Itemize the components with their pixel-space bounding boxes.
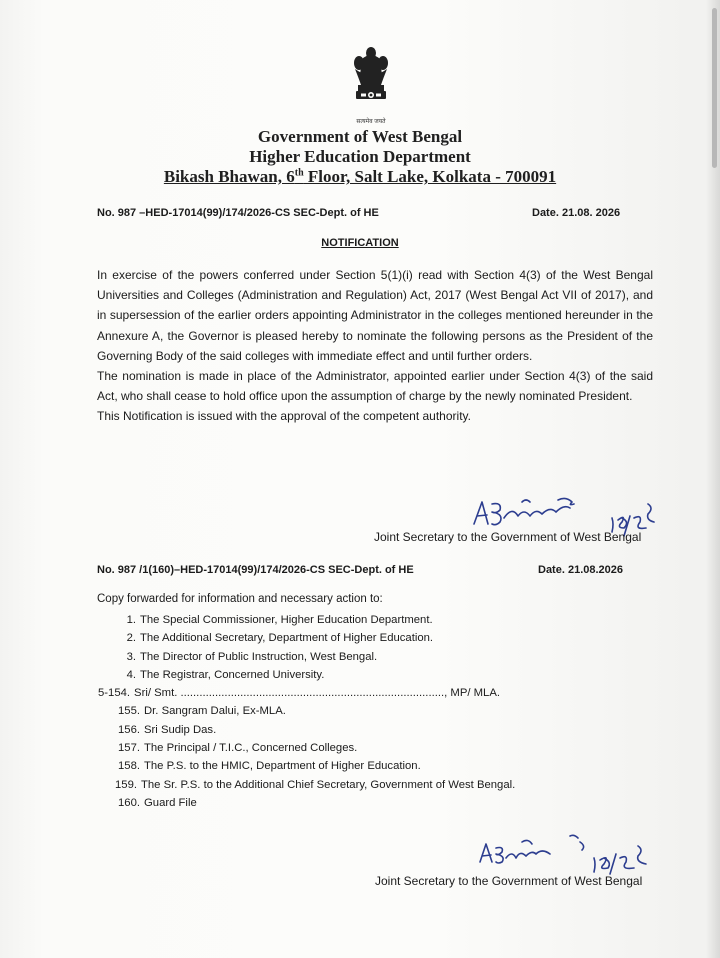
list-item-text: The Special Commissioner, Higher Education Department. [140,614,433,626]
list-item-number: 157. [118,742,140,755]
list-item [98,721,515,739]
list-item-number: 160. [118,796,140,809]
list-item-text: The Additional Secretary, Department of Higher Education. [140,632,434,645]
list-item [98,757,515,775]
address-prefix: Bikash Bhawan, 6 [163,167,295,186]
list-item-text: Sri/ Smt. ...................................................................................., MP/ MLA. [134,687,501,700]
list-item [98,794,515,812]
header-address [0,167,720,187]
list-item [98,611,515,629]
list-item [98,629,515,647]
notification-paragraph-3: This Notification is issued with the approval of the competent authority. [97,409,471,424]
memo-number: No. 987 –HED-17014(99)/174/2026-CS SEC-Dept. of HE [97,207,379,219]
list-item-number: 159. [115,778,137,791]
list-item-text: The Sr. P.S. to the Additional Chief Secretary, Government of West Bengal. [141,778,516,791]
list-item-number: 3. [126,650,136,663]
header-department: Higher Education Department [249,147,471,166]
list-item [98,702,515,720]
address-suffix: Floor, Salt Lake, Kolkata - 700091 [303,167,557,186]
state-emblem-icon [349,45,393,117]
list-item [98,776,515,794]
emblem-motto: सत्यमेव जयते [356,119,386,125]
list-item-text: The P.S. to the HMIC, Department of Higher Education. [144,760,421,773]
notification-body [97,265,653,427]
header-government: Government of West Bengal [257,127,463,146]
notification-paragraph-1: In exercise of the powers conferred under Section 5(1)(i) read with Section 4(3) of the West Bengal Universities and Colleges (Administration and Regulation) Act, 2017 (West Bengal Act VII of 2017), and in supersession of the earlier orders appointing Administrator in the colleges mentioned hereunder in the Annexure A, the Governor is pleased hereby to nominate the following persons as the President of the Governing Body of the said colleges with immediate effect and until further orders. [97,268,653,363]
list-item-text: Dr. Sangram Dalui, Ex-MLA. [144,705,286,718]
list-item-number: 5-154. [98,687,131,700]
list-item-text: The Director of Public Instruction, West Bengal. [140,650,378,663]
list-item-number: 2. [126,632,136,645]
copy-recipient-list [98,611,515,812]
list-item-number: 158. [118,760,140,773]
signature-designation-copy: Joint Secretary to the Government of West Bengal [375,874,643,888]
list-item [98,684,515,702]
list-item [98,739,515,757]
address-superscript: th [294,167,304,179]
list-item-text: Sri Sudip Das. [144,723,217,736]
memo-date: Date. 21.08. 2026 [532,207,621,219]
notification-heading: NOTIFICATION [321,237,399,249]
list-item-number: 4. [126,668,136,681]
memo-number-copy: No. 987 /1(160)–HED-17014(99)/174/2026-CS SEC-Dept. of HE [97,564,414,576]
list-item-number: 155. [118,705,140,718]
list-item-number: 156. [118,723,140,736]
notification-paragraph-2: The nomination is made in place of the Administrator, appointed earlier under Section 4(3) of the said Act, who shall cease to hold office upon the assumption of charge by the newly nominated President. [97,369,653,404]
list-item-number: 1. [126,614,136,626]
memo-date-copy: Date. 21.08.2026 [538,564,624,576]
copy-forwarded-intro: Copy forwarded for information and necessary action to: [97,593,383,605]
list-item-text: Guard File [144,796,197,809]
list-item-text: The Registrar, Concerned University. [140,668,325,681]
list-item [98,648,515,666]
signature-designation: Joint Secretary to the Government of West Bengal [374,530,642,544]
list-item-text: The Principal / T.I.C., Concerned Colleges. [144,742,358,755]
list-item [98,666,515,684]
